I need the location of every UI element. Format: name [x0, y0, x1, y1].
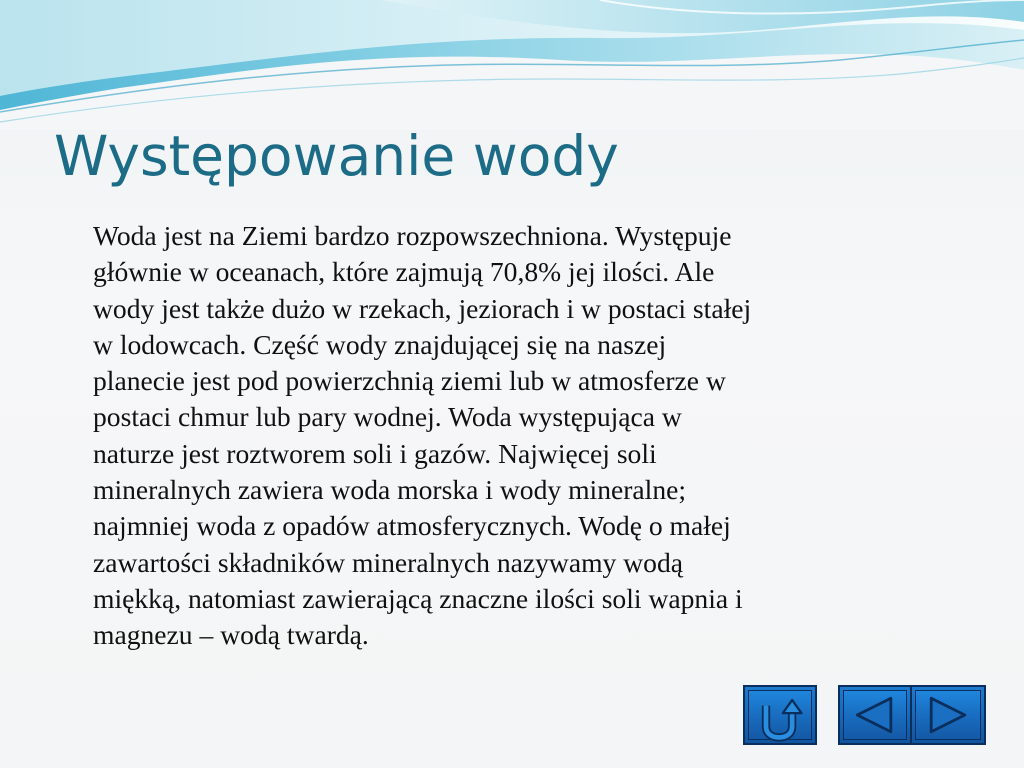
body-line: naturze jest roztworem soli i gazów. Najwięcej soli [93, 437, 657, 469]
body-line: miękką, natomiast zawierającą znaczne ilości soli wapnia i [93, 582, 743, 614]
next-slide-button[interactable] [910, 685, 986, 745]
body-line: najmniej woda z opadów atmosferycznych. Wodę o małej [93, 510, 731, 542]
body-line: wody jest także dużo w rzekach, jeziorach i w postaci stałej [93, 292, 752, 324]
triangle-right-icon [912, 687, 984, 743]
body-line: postaci chmur lub pary wodnej. Woda występująca w [93, 401, 682, 433]
body-line: magnezu – wodą twardą. [93, 619, 369, 651]
wave-banner [0, 0, 1024, 130]
body-line: w lodowcach. Część wody znajdującej się na naszej [93, 328, 667, 360]
return-u-turn-icon [745, 687, 815, 743]
previous-slide-button[interactable] [838, 685, 912, 745]
triangle-left-icon [840, 687, 910, 743]
slide-body-text [93, 218, 973, 654]
body-line: Woda jest na Ziemi bardzo rozpowszechniona. Występuje [93, 220, 732, 251]
return-button[interactable] [743, 685, 817, 745]
slide-title: Występowanie wody [54, 124, 619, 188]
body-line: planecie jest pod powierzchnią ziemi lub w atmosferze w [93, 365, 726, 397]
body-line: mineralnych zawiera woda morska i wody mineralne; [93, 474, 687, 506]
body-line: zawartości składników mineralnych nazywamy wodą [93, 546, 684, 578]
body-line: głównie w oceanach, które zajmują 70,8% jej ilości. Ale [93, 256, 715, 288]
